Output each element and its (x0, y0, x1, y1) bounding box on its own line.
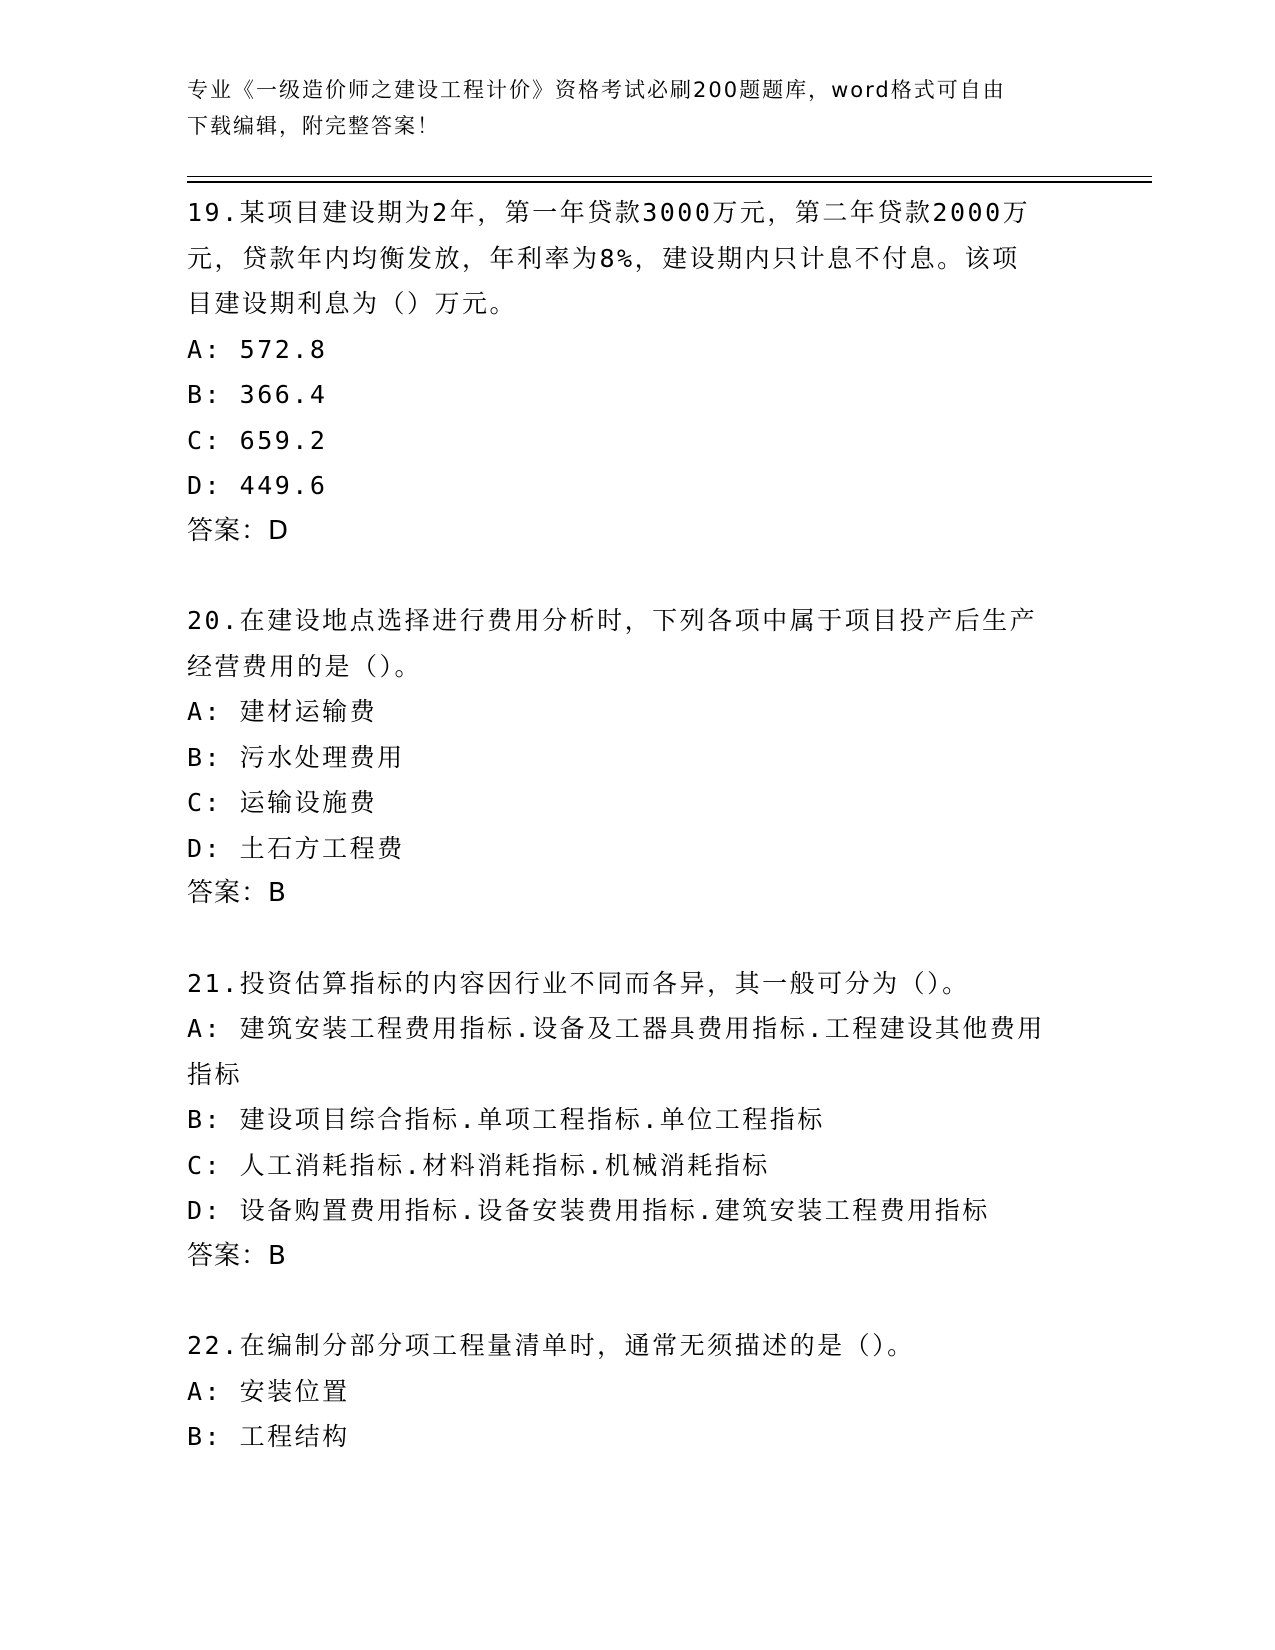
question-19 (187, 190, 1087, 554)
option-d: D: 土石方工程费 (187, 833, 405, 863)
answer-line: 答案：D (187, 515, 290, 546)
document-header (187, 72, 1067, 144)
answer-line: 答案：B (187, 1240, 287, 1271)
option-a: A: 572.8 (187, 334, 328, 364)
option-b: B: 污水处理费用 (187, 742, 405, 772)
option-d: D: 449.6 (187, 471, 328, 500)
question-stem-line: 目建设期利息为（）万元。 (187, 289, 518, 318)
question-stem-line: 21.投资估算指标的内容因行业不同而各异，其一般可分为（）。 (187, 968, 970, 998)
header-line-2: 下载编辑，附完整答案！ (187, 114, 440, 138)
header-rule-thin (187, 176, 1152, 177)
option-b: B: 建设项目综合指标.单项工程指标.单位工程指标 (187, 1105, 825, 1134)
question-stem-line: 20.在建设地点选择进行费用分析时，下列各项中属于项目投产后生产 (187, 606, 1038, 635)
option-b: B: 366.4 (187, 380, 328, 409)
question-21 (187, 961, 1087, 1280)
question-stem-line: 19.某项目建设期为2年，第一年贷款3000万元，第二年贷款2000万 (187, 198, 1031, 227)
header-line-1: 专业《一级造价师之建设工程计价》资格考试必刷200题题库，word格式可自由 (187, 78, 1006, 102)
option-a-continued: 指标 (187, 1059, 243, 1089)
option-a: A: 建筑安装工程费用指标.设备及工器具费用指标.工程建设其他费用 (187, 1014, 1045, 1043)
header-rule-thick (187, 181, 1152, 183)
option-c: C: 人工消耗指标.材料消耗指标.机械消耗指标 (187, 1150, 770, 1180)
question-list (187, 190, 1087, 1504)
question-stem-line: 元，贷款年内均衡发放，年利率为8%，建设期内只计息不付息。该项 (187, 243, 1020, 273)
question-stem-line: 经营费用的是（）。 (187, 651, 423, 681)
option-b: B: 工程结构 (187, 1422, 350, 1451)
option-c: C: 运输设施费 (187, 788, 378, 817)
answer-line: 答案：B (187, 878, 287, 908)
option-c: C: 659.2 (187, 425, 328, 455)
question-stem-line: 22.在编制分部分项工程量清单时，通常无须描述的是（）。 (187, 1331, 915, 1360)
option-d: D: 设备购置费用指标.设备安装费用指标.建筑安装工程费用指标 (187, 1196, 990, 1225)
question-22 (187, 1323, 1087, 1460)
option-a: A: 安装位置 (187, 1376, 350, 1406)
question-20 (187, 598, 1087, 917)
option-a: A: 建材运输费 (187, 697, 378, 726)
